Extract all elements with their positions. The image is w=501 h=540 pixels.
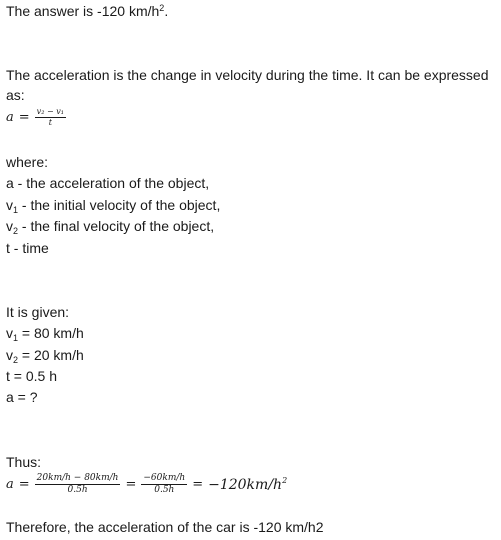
answer-exponent: 2 (159, 3, 165, 13)
calc-equals: = (192, 477, 204, 492)
calc-result: $-120km/h^2$ (208, 475, 288, 493)
calc-equals: = (18, 477, 30, 492)
calc-fraction-1-numerator: 20km/h − 80km/h (36, 473, 119, 483)
calc-equals: = (125, 477, 137, 492)
formula-numerator: v₂ − v₁ (36, 107, 64, 116)
calc-lhs: a (6, 477, 14, 492)
answer-text: The answer is -120 km/h (6, 3, 160, 19)
given-item: $v_2 = 20$ km/h (6, 347, 84, 365)
formula-denominator: t (48, 118, 52, 127)
given-item: t = 0.5 h (6, 368, 57, 384)
definition-item: t - time (6, 240, 49, 256)
intro-paragraph: The acceleration is the change in velocity during the time. It can be expressed as: (6, 67, 489, 103)
where-label: where: (6, 154, 49, 170)
calc-fraction-1-denominator: 0.5h (67, 485, 88, 495)
answer-period: . (164, 3, 169, 19)
formula-equals: = (18, 110, 30, 125)
given-item: a = ? (6, 389, 38, 405)
acceleration-formula (6, 107, 66, 128)
given-label: It is given: (6, 304, 70, 320)
answer-statement (6, 2, 168, 20)
formula-fraction (35, 107, 66, 128)
calc-fraction-2-numerator: −60km/h (143, 473, 186, 483)
definition-item: a - the acceleration of the object, (6, 175, 210, 191)
calc-fraction-1 (35, 473, 121, 496)
given-item: $v_1 = 80$ km/h (6, 325, 84, 343)
calc-fraction-2 (141, 473, 187, 496)
thus-label: Thus: (6, 454, 42, 470)
calculation-formula (6, 473, 287, 496)
definition-item: $v_2$ - the final velocity of the object, (6, 218, 215, 236)
calc-fraction-2-denominator: 0.5h (154, 485, 175, 495)
calc-result-exponent: 2 (282, 475, 288, 485)
conclusion: Therefore, the acceleration of the car is -120 km/h2 (6, 519, 324, 535)
formula-lhs: a (6, 110, 14, 125)
definition-item: $v_1$ - the initial velocity of the object, (6, 197, 221, 215)
